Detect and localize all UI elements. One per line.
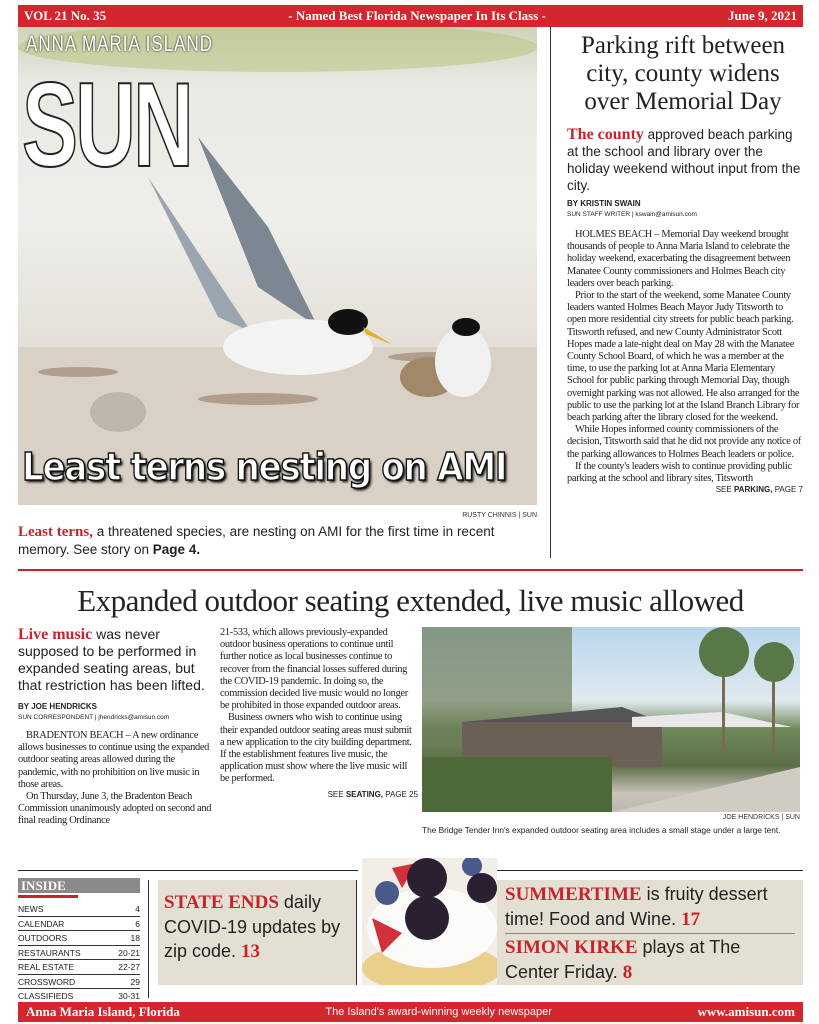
photo-credit: RUSTY CHINNIS | SUN	[462, 512, 537, 519]
seating-col-1	[18, 626, 216, 828]
inside-item[interactable]	[18, 960, 140, 975]
teaser-page: 17	[681, 909, 701, 930]
top-banner	[18, 5, 803, 27]
volume-number: VOL 21 No. 35	[24, 8, 107, 23]
byline-role: SUN STAFF WRITER | kswain@amisun.com	[567, 211, 697, 218]
teaser-simon-kirke[interactable]	[505, 934, 795, 985]
inside-item-page: 29	[130, 976, 140, 987]
inside-item-label: OUTDOORS	[18, 933, 68, 943]
inside-item[interactable]	[18, 902, 140, 917]
footer-banner	[18, 1002, 803, 1022]
deck-text: was never supposed to be performed in expanded seating areas, but that restriction has been lifted.	[18, 626, 205, 693]
jump-link-parking[interactable]	[567, 485, 803, 495]
see-word: SEATING,	[345, 789, 384, 799]
see-page: PAGE 7	[772, 485, 803, 495]
paragraph: Prior to the start of the weekend, some Manatee County leaders wanted Holmes Beach Mayor Judy Titsworth to open more residential city streets for public beach parking. Titsworth refused, and new County Administrator Scott Hopes made a late-night deal on May 28 with the Manatee County School Board, of which he was a member at the time, to use the parking lot at Anna Maria Elementary School for public parking through Memorial Day, though overnight parking was not allowed. He also arranged for the public to use the parking lot at the Island Branch Library for beach parking after the library closed for the weekend.	[567, 290, 800, 424]
teaser-lead: SIMON KIRKE	[505, 937, 638, 958]
paragraph: On Thursday, June 3, the Bradenton Beach Commission unanimously adopted on second and final reading Ordinance	[18, 791, 212, 827]
seating-headline: Expanded outdoor seating extended, live music allowed	[77, 583, 744, 618]
inside-item[interactable]	[18, 975, 140, 990]
deck-lead: Live music	[18, 626, 93, 643]
dessert-photo	[362, 858, 497, 985]
paragraph: Business owners who wish to continue using their expanded outdoor seating areas must submit a new application to the city building department. If the establishment features live music, the application must show where the live music will be performed.	[220, 712, 412, 785]
inside-title: INSIDE	[18, 878, 140, 893]
caption-lead: Least terns,	[18, 524, 93, 540]
tagline: - Named Best Florida Newspaper In Its Class -	[288, 8, 546, 23]
inside-underline	[18, 895, 78, 898]
index-divider	[148, 880, 149, 998]
inside-item-label: RESTAURANTS	[18, 947, 81, 958]
inside-item-label: NEWS	[18, 904, 44, 914]
deck-text: approved beach parking at the school and library over the holiday weekend without input from the city.	[567, 127, 801, 193]
inside-item-page: 30-31	[118, 991, 140, 1001]
photo-headline: Least terns nesting on AMI	[22, 445, 507, 489]
inside-item[interactable]	[18, 946, 140, 961]
berry-dessert-illustration	[362, 858, 497, 985]
teaser-text: is fruity dessert time! Food and Wine.	[505, 884, 768, 929]
footer-url[interactable]: www.amisun.com	[697, 1004, 795, 1019]
column-divider	[550, 27, 551, 558]
teaser-state-ends[interactable]	[158, 880, 356, 985]
paragraph: HOLMES BEACH – Memorial Day weekend brought thousands of people to Anna Maria Island to celebrate the holiday weekend, exacerbating the disagreement between Manatee County commissioners and Holmes Beach city leaders over beach parking.	[567, 229, 791, 289]
see-prefix: SEE	[327, 789, 346, 799]
parking-headline: Parking rift between city, county widens over Memorial Day	[580, 32, 786, 115]
inside-item-page: 18	[130, 933, 140, 943]
teaser-lead: STATE ENDS	[164, 892, 279, 913]
inside-item-page: 6	[135, 918, 140, 929]
seating-body-1	[18, 730, 216, 828]
section-divider	[18, 569, 803, 571]
caption-page-link[interactable]: Page 4.	[152, 542, 201, 557]
seating-photo-caption: The Bridge Tender Inn's expanded outdoor seating area includes a small stage under a large tent.	[422, 825, 781, 835]
issue-date: June 9, 2021	[728, 8, 797, 23]
seating-deck	[18, 626, 216, 694]
inside-item-page: 20-21	[118, 947, 140, 958]
photo-credit: JOE HENDRICKS | SUN	[722, 814, 800, 821]
parking-deck	[567, 126, 803, 194]
restaurant-scene-illustration	[422, 627, 800, 812]
paragraph: 21-533, which allows previously-expanded outdoor business operations to continue until further notice as local businesses continue to recover from the financial losses suffered during the COVID-19 pandemic. In doing so, the commission decided live music would no longer be prohibited in those expanded outdoor areas.	[220, 627, 408, 712]
seating-body-2	[220, 627, 418, 786]
teaser-page: 8	[622, 962, 633, 983]
inside-index	[18, 878, 140, 1004]
byline: BY JOE HENDRICKS	[18, 702, 97, 711]
inside-item[interactable]	[18, 917, 140, 932]
inside-item-page: 22-27	[118, 962, 140, 972]
footer-location: Anna Maria Island, Florida	[26, 1004, 180, 1019]
inside-item-label: REAL ESTATE	[18, 962, 75, 972]
rule	[18, 870, 358, 871]
teaser-page: 13	[241, 941, 261, 962]
caption-text: a threatened species, are nesting on AMI for the first time in recent memory. See story on	[18, 524, 495, 557]
teaser-divider	[356, 880, 357, 985]
inside-item-page: 4	[135, 904, 140, 914]
seating-col-2	[220, 627, 418, 800]
deck-lead: The county	[567, 126, 644, 143]
lead-photo-least-terns	[18, 27, 537, 505]
inside-item-label: CALENDAR	[18, 918, 65, 929]
see-page: PAGE 25	[383, 789, 418, 799]
see-word: PARKING,	[733, 485, 773, 495]
masthead-logo: SUN	[22, 58, 191, 192]
inside-item-label: CROSSWORD	[18, 976, 76, 987]
inside-item[interactable]	[18, 931, 140, 946]
teaser-text: daily COVID-19 updates by zip code.	[164, 892, 341, 961]
parking-body	[567, 229, 803, 485]
teaser-box-right	[497, 880, 803, 985]
byline: BY KRISTIN SWAIN	[567, 199, 641, 208]
teaser-lead: SUMMERTIME	[505, 884, 642, 905]
paragraph: BRADENTON BEACH – A new ordinance allows businesses to continue using the expanded outdoor seating areas allowed during the pandemic, with no prohibition on live music in those areas.	[18, 730, 210, 790]
paragraph: If the county's leaders wish to continue providing public parking at the school and library sites, Titsworth	[567, 460, 792, 485]
see-prefix: SEE	[715, 485, 734, 495]
teaser-summertime[interactable]	[505, 882, 795, 934]
footer-tagline: The Island's award-winning weekly newspaper	[325, 1006, 552, 1018]
inside-item-label: CLASSIFIEDS	[18, 991, 74, 1001]
paragraph: While Hopes informed county commissioners of the decision, Titsworth said that he did not provide any notice of the parking allowances to Holmes Beach leaders or police.	[567, 424, 801, 460]
teaser-text: plays at The Center Friday.	[505, 937, 741, 982]
photo-caption	[18, 523, 538, 558]
seating-photo	[422, 627, 800, 812]
masthead-subtitle: ANNA MARIA ISLAND	[26, 31, 214, 57]
jump-link-seating[interactable]	[220, 790, 418, 800]
rule	[497, 870, 803, 871]
parking-article	[567, 126, 803, 495]
byline-role: SUN CORRESPONDENT | jhendricks@amisun.com	[18, 714, 170, 721]
